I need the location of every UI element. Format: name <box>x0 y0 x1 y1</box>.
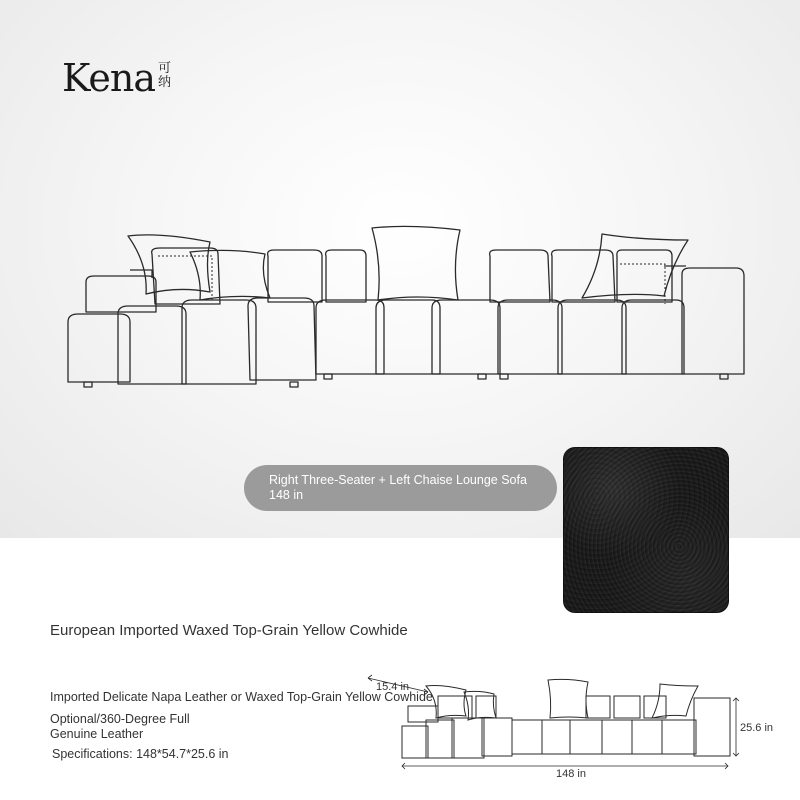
dim-height: 25.6 in <box>740 722 774 734</box>
dim-width: 148 in <box>556 768 586 780</box>
product-label: Right Three-Seater + Left Chaise Lounge Sofa 148 in <box>269 473 527 502</box>
brand-logo <box>62 56 174 100</box>
feature-optional: Optional/360-Degree Full Genuine Leather <box>50 712 190 741</box>
sofa-line-drawing <box>60 222 750 394</box>
brand-cjk: 可纳 <box>158 61 172 90</box>
sofa-dimension-drawing <box>376 678 740 778</box>
brand-wordmark: Kena <box>62 56 155 100</box>
product-label-pill <box>244 465 557 511</box>
feature-leather: Imported Delicate Napa Leather or Waxed Top-Grain Yellow Cowhide <box>50 690 433 704</box>
material-headline: European Imported Waxed Top-Grain Yellow Cowhide <box>50 622 408 639</box>
dim-depth: 15.4 in <box>376 681 410 693</box>
black-leather-swatch <box>563 447 729 613</box>
feature-specs: Specifications: 148*54.7*25.6 in <box>52 747 229 761</box>
